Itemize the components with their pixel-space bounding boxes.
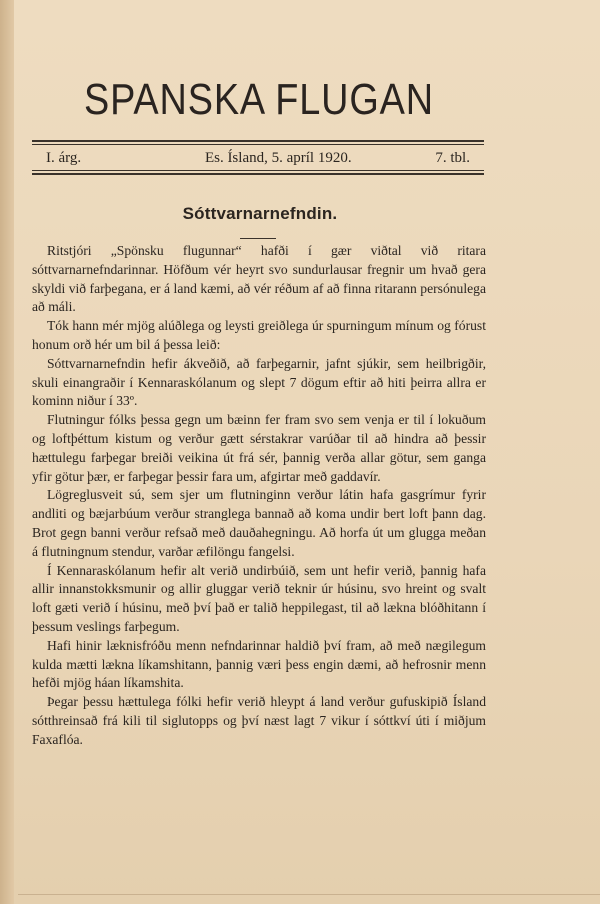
article-headline: Sóttvarnarnefndin. bbox=[182, 204, 338, 223]
paper-edge bbox=[0, 0, 14, 904]
article-paragraph: Flutningur fólks þessa gegn um bæinn fer fram svo sem venja er til í lokuðum og loftþéttum kistum og verður gætt sérstakrar varúðar til að hindra að þessir hættulegu farþegar breiði veikina út frá sér, þannig verða allar götur, sem ganga yfir götur þær, er farþegar þessir fara um, afgirtar með gaddavír. bbox=[32, 412, 486, 484]
dateline: Es. Ísland, 5. apríl 1920. bbox=[204, 150, 352, 166]
article-paragraph: Hafi hinir læknisfróðu menn nefndarinnar haldið því fram, að með nægilegum kulda mætti lækna líkamshitann, þannig væri þess engin dæmi, að hefrosnir menn hefði mjög háan líkamshita. bbox=[32, 637, 486, 691]
masthead-rule bbox=[32, 170, 484, 171]
volume-label: I. árg. bbox=[46, 150, 82, 166]
article-paragraph: Tók hann mér mjög alúðlega og leysti greiðlega úr spurningum mínum og fórust honum orð hér um bil á þessa leið: bbox=[32, 318, 486, 352]
article-paragraph: Í Kennaraskólanum hefir alt verið undirbúið, sem unt hefir verið, þannig hafa allir innanstokksmunir og allir gluggar verið teknir úr húsinu, svo hreint og svalt loft gæti verið í húsinu, með því það er talið heppilegast, til að lækna blóðhitann í þessum veslings farþegum. bbox=[32, 562, 486, 634]
article-paragraph: Þegar þessu hættulega fólki hefir verið hleypt á land verður gufuskipið Ísland sótthreinsað frá kili til siglutopps og því næst lagt 7 vikur í sóttkví úti í miðjum Faxaflóa. bbox=[32, 694, 486, 747]
headline-rule bbox=[240, 238, 276, 239]
article-paragraph: Sóttvarnarnefndin hefir ákveðið, að farþegarnir, jafnt sjúkir, sem heilbrigðir, skuli einangraðir í Kennaraskólanum og slept 7 dögum eftir að hiti þeirra allra er kominn niður í 33º. bbox=[32, 355, 486, 409]
article-paragraph: Lögreglusveit sú, sem sjer um flutninginn verður látin hafa gasgrímur fyrir andliti og bæjarbúum verður stranglega bannað að koma undir bert loft þann dag. Brot gegn banni verður refsað með dauðahegningu. Að horfa út um glugga meðan á flutningnum stendur, varðar æfilöngu fangelsi. bbox=[32, 487, 486, 559]
masthead-rule bbox=[32, 140, 484, 142]
masthead-rule bbox=[32, 173, 484, 175]
article-paragraph: Ritstjóri „Spönsku flugunnar“ hafði í gær viðtal við ritara sóttvarnarnefndarinnar. Höfðum vér heyrt svo sundurlausar fregnir um hvað gera skyldi við farþegana, er á land kæmi, að vér réðum af að finna ritarann persónulega að máli. bbox=[32, 243, 486, 315]
issue-line bbox=[46, 149, 470, 167]
article-body bbox=[32, 242, 486, 750]
masthead-title: SPANSKA FLUGAN bbox=[84, 75, 434, 124]
masthead-rule bbox=[32, 144, 484, 145]
issue-number: 7. tbl. bbox=[435, 150, 470, 166]
page-fold-line bbox=[18, 894, 600, 895]
